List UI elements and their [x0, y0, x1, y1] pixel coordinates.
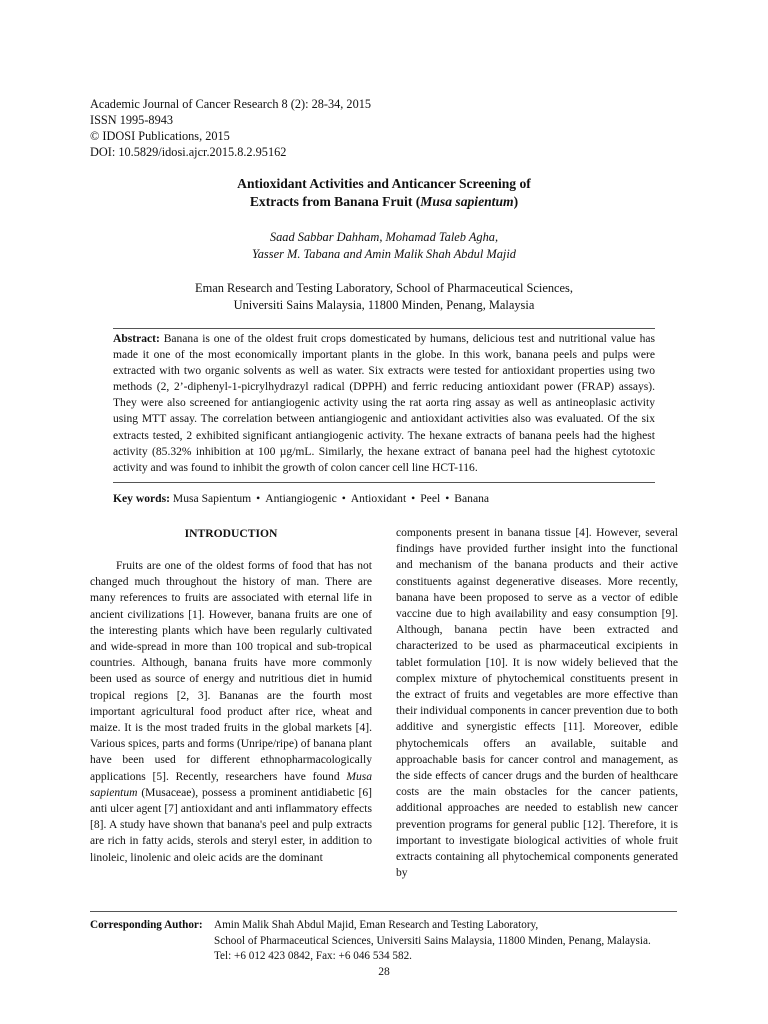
paper-title	[90, 175, 678, 211]
title-line-1: Antioxidant Activities and Anticancer Screening of	[237, 176, 531, 191]
abstract-top-rule	[113, 328, 655, 329]
journal-doi: DOI: 10.5829/idosi.ajcr.2015.8.2.95162	[90, 145, 287, 159]
title-line-2	[90, 193, 678, 211]
abstract-bottom-rule	[113, 482, 655, 483]
title-line-2-prefix: Extracts from Banana Fruit (	[249, 194, 421, 209]
corresponding-line-2: School of Pharmaceutical Sciences, Universiti Sains Malaysia, 11800 Minden, Penang, Malaysia.	[214, 934, 651, 947]
authors-line-2: Yasser M. Tabana and Amin Malik Shah Abdul Majid	[251, 247, 516, 261]
abstract	[113, 331, 655, 476]
keywords	[113, 491, 673, 507]
page-number: 28	[378, 965, 390, 978]
keywords-label: Key words:	[113, 492, 170, 505]
intro-text-rest: (Musaceae), possess a prominent antidiabetic [6] anti ulcer agent [7] antioxidant and anti inflammatory effects [8]. A study have shown that banana's peel and pulp extracts are rich in fatty acids, sterols and steryl ester, in addition to linoleic, linolenic and oleic acids are the dominant	[90, 786, 372, 864]
keyword-separator: •	[411, 492, 416, 505]
right-column	[396, 525, 678, 881]
intro-species: Musa sapientum	[90, 770, 372, 799]
corresponding-author-details	[214, 918, 684, 965]
affiliation-line-1: Eman Research and Testing Laboratory, School of Pharmaceutical Sciences,	[195, 281, 573, 295]
keyword-separator: •	[341, 492, 346, 505]
abstract-text: Banana is one of the oldest fruit crops domesticated by humans, delicious test and nutritional value has made it one of the most economically important plants in the globe. In this work, banana peels and pulps were extracted with two organic solvents as well as water. Six extracts were tested for antioxidant properties using two methods (2, 2’-diphenyl-1-picrylhydrazyl radical (DPPH) and ferric reducing antioxidant power (FRAP) assays). They were also screened for antiangiogenic activity using the rat aorta ring assay as well as antineoplasic activity using MTT assay. The correlation between antiangiogenic and antioxidant activities also was evaluated. Of the six extracts tested, 2 exhibited significant antiangiogenic activity. The hexane extracts of banana peels had the highest activity (85.32% inhibition at 100 µg/mL. Similarly, the hexane extract of banana peel had the highest cytotoxic activity and was found to inhibit the growth of colon cancer cell line HCT-116.	[113, 333, 655, 474]
abstract-label: Abstract:	[113, 333, 160, 345]
author-list	[90, 229, 678, 263]
intro-paragraph-continued: components present in banana tissue [4]. However, several findings have provided further insight into the functional and mechanism of the banana products and their active constituents against degenerative diseases. More recently, banana have been proposed to serve as a vector of edible vaccine due to high availability and easy consumption [9]. Although, banana pectin have been extracted and characterized to be used as pharmaceutical excipients in tablet formulation [10]. It is now widely believed that the complex mixture of phytochemical constituents present in the extract of fruits and vegetables are more effective than their individual components in cancer prevention due to both additive and synergistic effects [11]. Moreover, edible phytochemicals offers an available, suitable and approachable basis for cancer control and management, as the side effects of cancer drugs and the burden of healthcare costs are the main obstacles for the cancer patients, additional approaches are needed to establish new cancer prevention programs for general public [12]. Therefore, it is important to investigate biological activities of whole fruit extracts containing all phytochemical components generated by	[396, 527, 678, 880]
intro-text: Fruits are one of the oldest forms of food that has not changed much throughout the history of man. There are many references to fruits are associated with eternal life in ancient civilizations [1]. However, banana fruits are one of the interesting plants which have been regularly cultivated and wide-spread in more than 100 tropical and sub-tropical countries. Although, banana fruits have more commonly been used as source of energy and nutritious diet in humid tropical regions [2, 3]. Bananas are the fourth most important agricultural food product after rice, wheat and maize. It is the most traded fruits in the global markets [4]. Various spices, parts and forms (Unripe/ripe) of banana plant have been used for different ethnopharmacologically applications [5]. Recently, researchers have found	[90, 560, 372, 783]
journal-citation: Academic Journal of Cancer Research 8 (2): 28-34, 2015	[90, 97, 372, 111]
corresponding-author-label: Corresponding Author:	[90, 919, 203, 931]
journal-header	[90, 96, 490, 160]
footnote-rule	[90, 911, 677, 912]
keyword-item: Antioxidant	[350, 492, 407, 505]
affiliation-line-2: Universiti Sains Malaysia, 11800 Minden, Penang, Malaysia	[233, 298, 535, 312]
section-heading-introduction: INTRODUCTION	[184, 527, 278, 540]
affiliation	[90, 280, 678, 314]
keyword-item: Peel	[420, 492, 441, 505]
title-species: Musa sapientum	[420, 194, 514, 209]
left-column	[90, 526, 372, 866]
intro-paragraph	[90, 558, 372, 866]
authors-line-1: Saad Sabbar Dahham, Mohamad Taleb Agha,	[269, 230, 499, 244]
keyword-item: Banana	[454, 492, 490, 505]
journal-publisher: © IDOSI Publications, 2015	[90, 129, 230, 143]
journal-issn: ISSN 1995-8943	[90, 113, 174, 127]
keyword-item: Musa Sapientum	[172, 492, 252, 505]
keyword-item: Antiangiogenic	[265, 492, 337, 505]
title-line-2-suffix: )	[513, 194, 519, 209]
corresponding-line-3: Tel: +6 012 423 0842, Fax: +6 046 534 582.	[214, 950, 412, 962]
keyword-separator: •	[445, 492, 450, 505]
corresponding-line-1: Amin Malik Shah Abdul Majid, Eman Research and Testing Laboratory,	[214, 919, 539, 931]
keyword-separator: •	[256, 492, 261, 505]
